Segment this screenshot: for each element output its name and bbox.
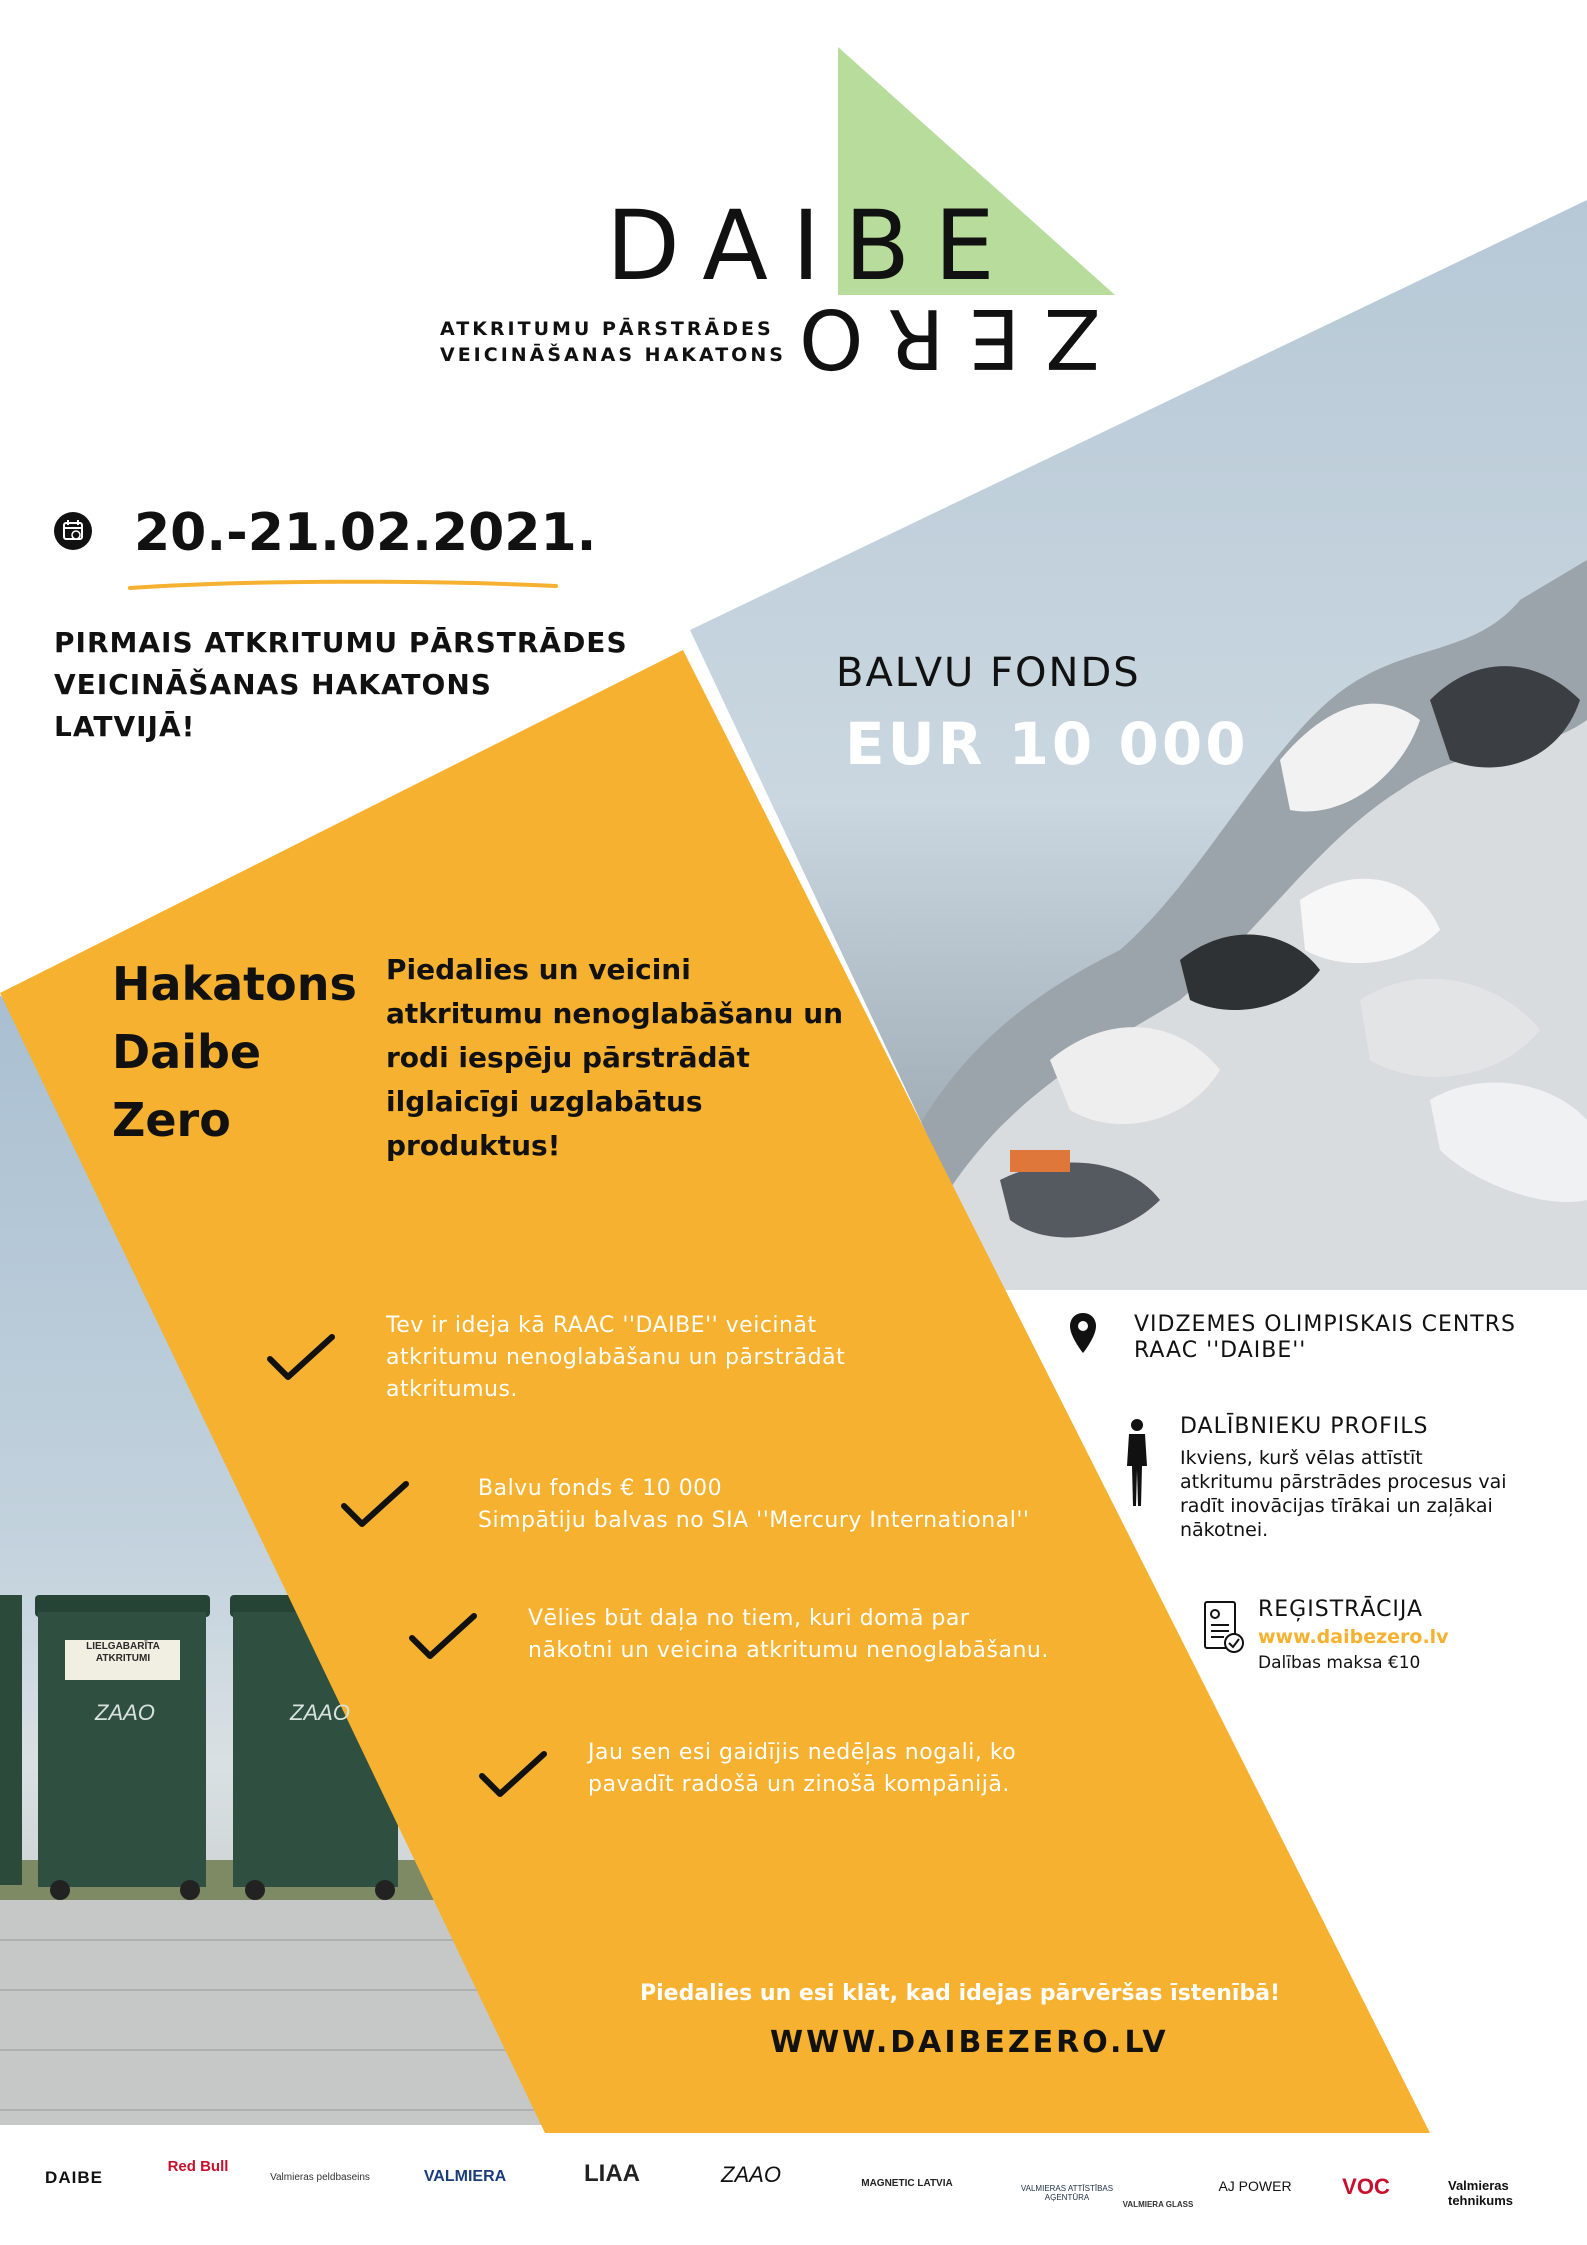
- logo-word-zero: ZERO: [775, 290, 1101, 385]
- registration-form-icon: [1202, 1599, 1246, 1655]
- sponsor-logo: Valmieras peldbaseins: [270, 2172, 370, 2183]
- checkmark-icon: [266, 1333, 336, 1383]
- event-date: 20.-21.02.2021.: [134, 503, 597, 563]
- logo-tagline: ATKRITUMU PĀRSTRĀDES VEICINĀŠANAS HAKATONS: [440, 318, 786, 366]
- checklist-item: Tev ir ideja kā RAAC ''DAIBE'' veicināt atkritumu nenoglabāšanu un pārstrādāt atkritumus.: [386, 1313, 846, 1402]
- profile-description: Ikviens, kurš vēlas attīstīt atkritumu pārstrādes procesus vai radīt inovācijas tīrākai un zaļākai nākotnei.: [1180, 1447, 1507, 1541]
- logo-word-daibe: DAIBE: [606, 190, 1019, 302]
- profile-title: DALĪBNIEKU PROFILS: [1180, 1414, 1429, 1439]
- sponsor-logo: VOC: [1342, 2174, 1390, 2199]
- calendar-icon: [54, 512, 92, 550]
- sponsor-logo: ZAAO: [721, 2162, 781, 2187]
- sponsor-logo: AJ POWER: [1218, 2178, 1292, 2194]
- registration-link[interactable]: www.daibezero.lv: [1258, 1626, 1449, 1648]
- checklist-item: Jau sen esi gaidījis nedēļas nogali, ko pavadīt radošā un zinošā kompānijā.: [588, 1740, 1017, 1797]
- sponsor-logo: DAIBE: [45, 2168, 103, 2187]
- checkmark-icon: [478, 1750, 548, 1800]
- registration-fee: Dalības maksa €10: [1258, 1653, 1421, 1673]
- sponsor-logo: LIAA: [584, 2160, 640, 2187]
- hackathon-name: Hakatons Daibe Zero: [112, 957, 357, 1147]
- person-icon: [1124, 1418, 1150, 1508]
- bin-label: LIELGABARĪTA ATKRITUMI: [86, 1641, 160, 1664]
- footer-slogan: Piedalies un esi klāt, kad idejas pārvēršas īstenībā!: [640, 1981, 1281, 2006]
- sponsor-logo: VALMIERAS ATTĪSTĪBAS AĢENTŪRA: [1020, 2184, 1114, 2202]
- sponsor-logo: VALMIERA: [423, 2168, 507, 2185]
- sponsor-logo: VALMIERA GLASS: [1122, 2200, 1194, 2209]
- date-underline: [128, 576, 558, 594]
- bin-brand: ZAAO: [95, 1700, 155, 1725]
- checklist-item: Balvu fonds € 10 000 Simpātiju balvas no SIA ''Mercury International'': [478, 1476, 1030, 1533]
- map-pin-icon: [1068, 1311, 1098, 1355]
- sponsor-logo: Valmieras tehnikums: [1448, 2178, 1514, 2208]
- location: VIDZEMES OLIMPISKAIS CENTRS RAAC ''DAIBE'': [1134, 1312, 1516, 1363]
- sponsor-logo: MAGNETIC LATVIA: [861, 2178, 953, 2189]
- prize-amount: EUR 10 000: [845, 710, 1249, 778]
- bin-left-partial: [0, 1595, 22, 1885]
- event-intro: PIRMAIS ATKRITUMU PĀRSTRĀDES VEICINĀŠANAS HAKATONS LATVIJĀ!: [54, 626, 628, 743]
- checkmark-icon: [340, 1480, 410, 1530]
- footer-website-link[interactable]: WWW.DAIBEZERO.LV: [770, 2025, 1169, 2060]
- prize-label: BALVU FONDS: [836, 650, 1141, 696]
- checkmark-icon: [408, 1612, 478, 1662]
- checklist-item: Vēlies būt daļa no tiem, kuri domā par nākotni un veicina atkritumu nenoglabāšanu.: [528, 1606, 1049, 1663]
- sponsor-logo: Red Bull: [167, 2158, 229, 2175]
- bin-brand: ZAAO: [290, 1700, 350, 1725]
- hackathon-pitch: Piedalies un veicini atkritumu nenoglabāšanu un rodi iespēju pārstrādāt ilglaicīgi uzglabātus produktus!: [386, 953, 844, 1162]
- registration-title: REĢISTRĀCIJA: [1258, 1597, 1424, 1622]
